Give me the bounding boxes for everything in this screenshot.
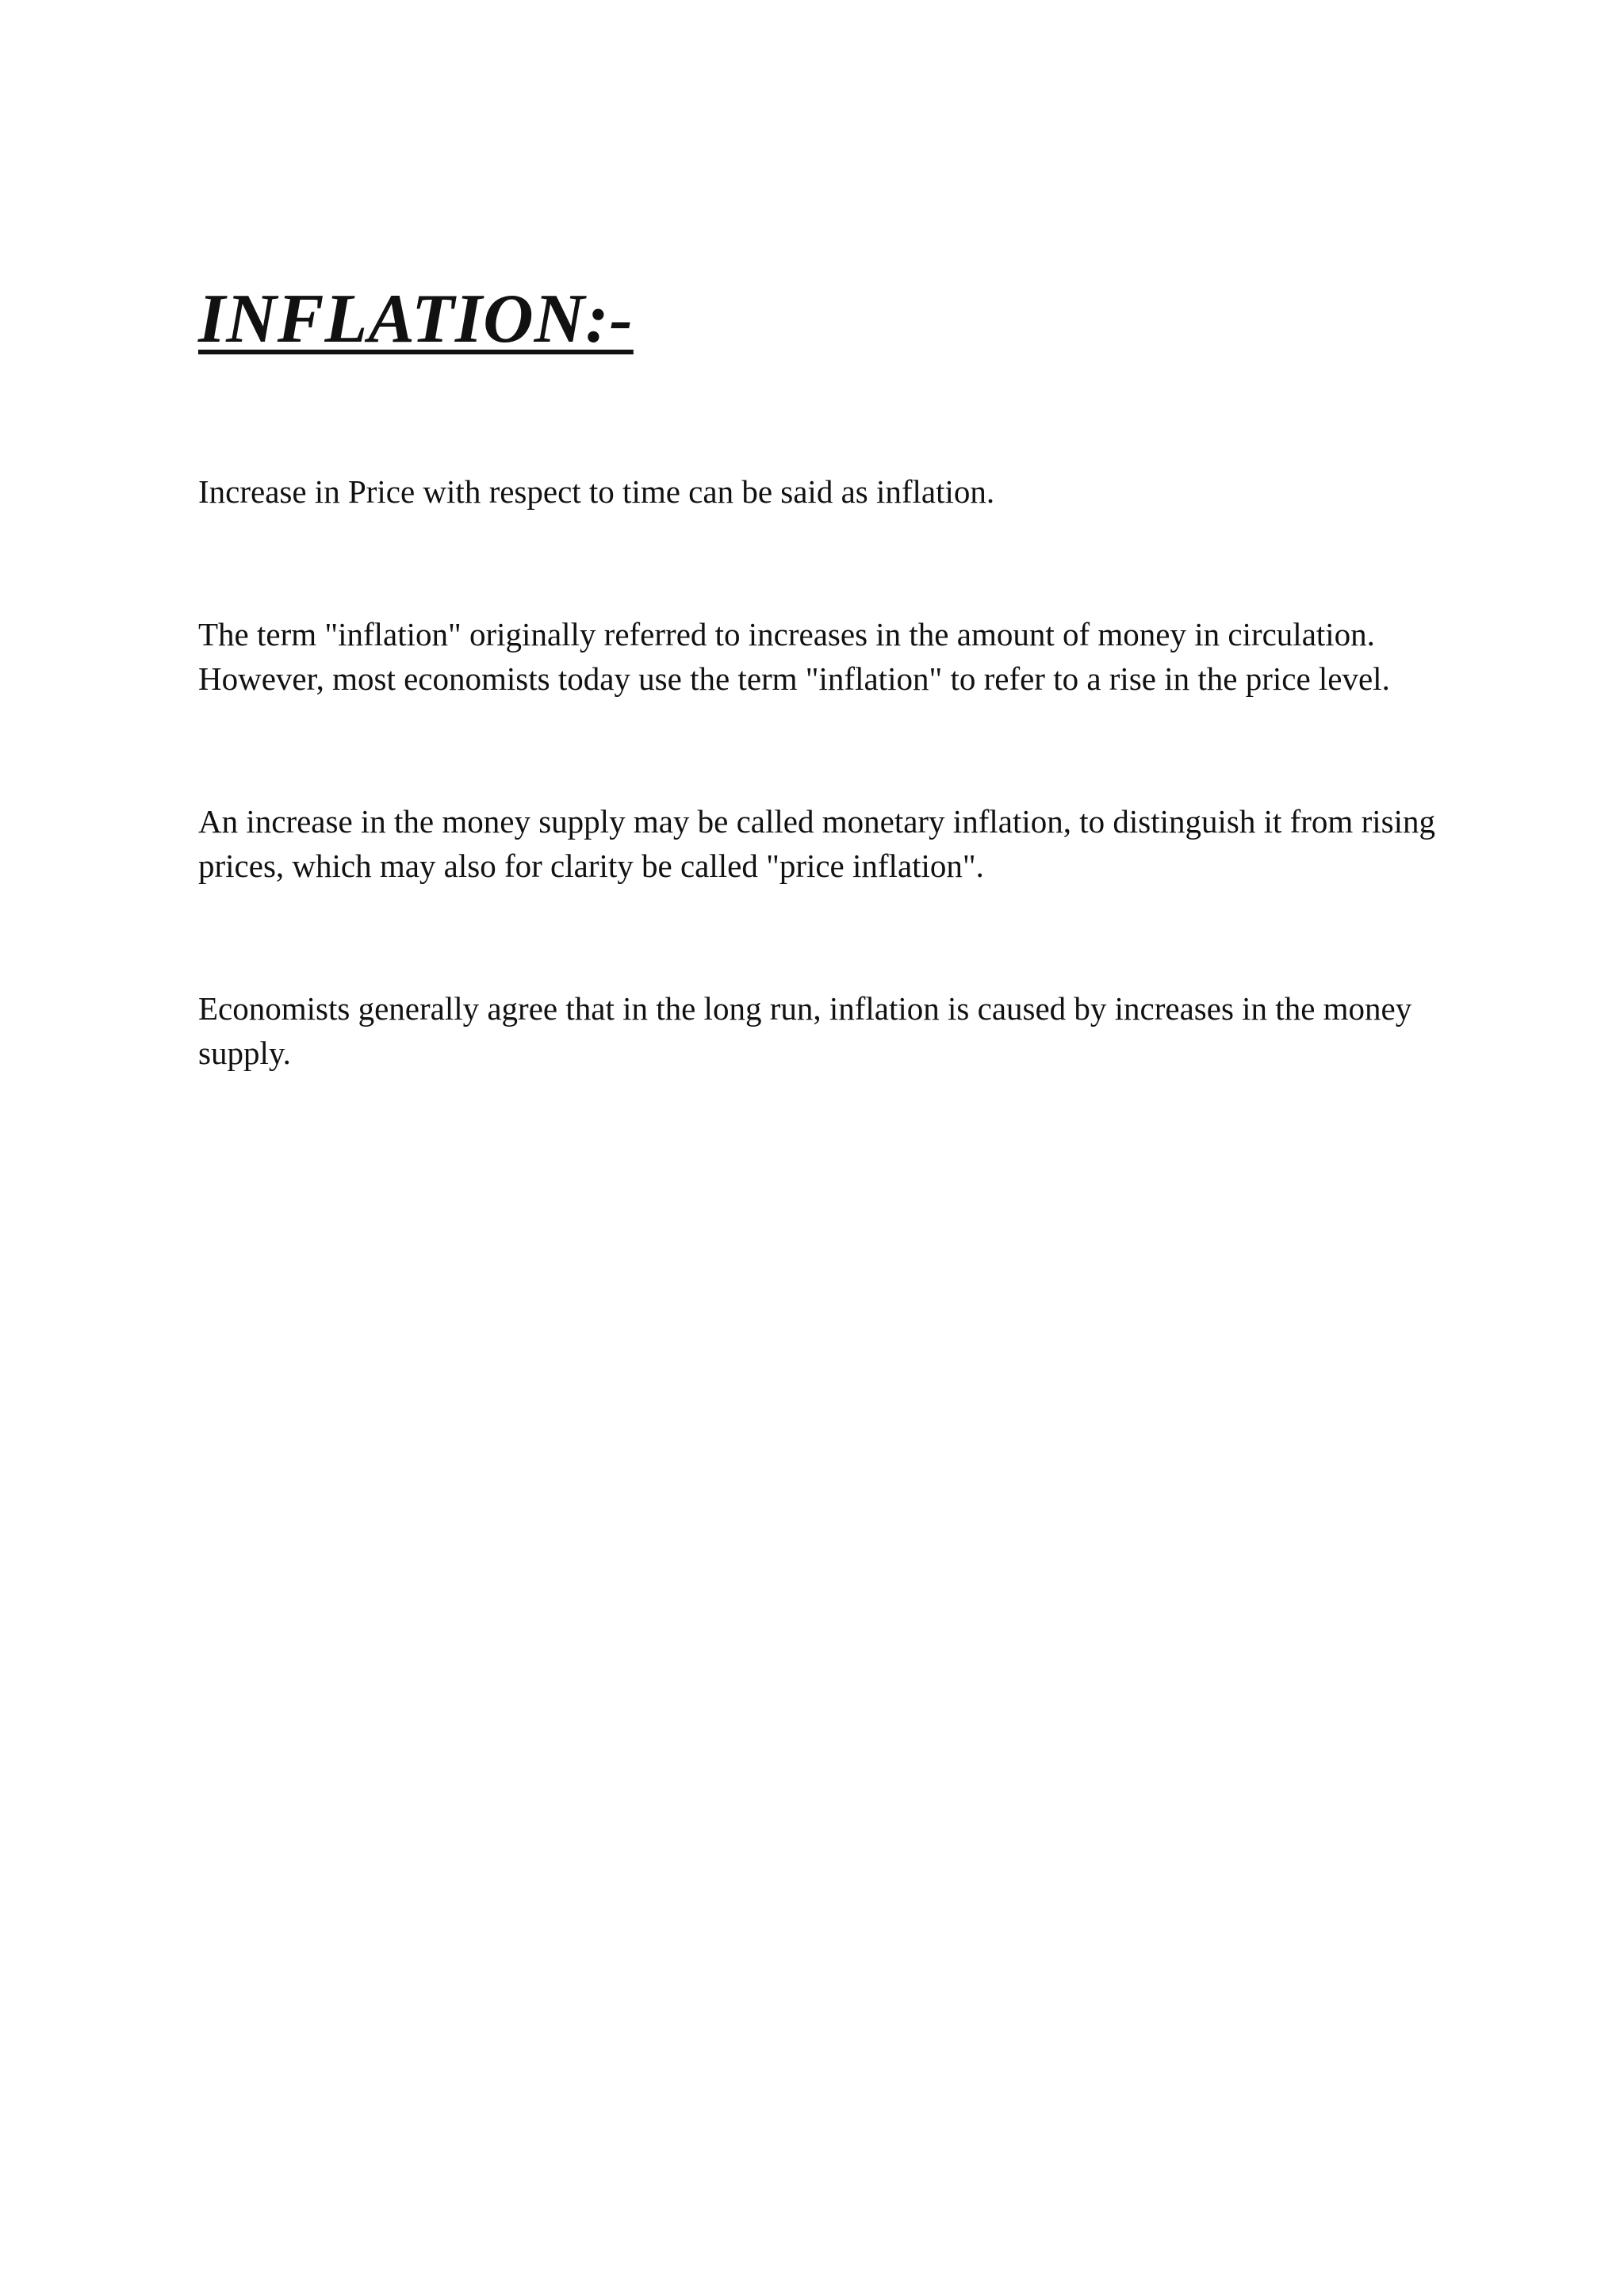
paragraph-inflation-definition: Increase in Price with respect to time can be said as inflation.	[198, 473, 995, 510]
paragraph-long-run-cause: Economists generally agree that in the long run, inflation is caused by increases in the money supply.	[198, 989, 1412, 1071]
paragraph-monetary-inflation: An increase in the money supply may be called monetary inflation, to distinguish it from rising prices, which may also for clarity be called "price inflation".	[198, 802, 1435, 884]
document-body	[198, 277, 1451, 1075]
paragraph-term-origin: The term "inflation" originally referred to increases in the amount of money in circulation. However, most economists today use the term "inflation" to refer to a rise in the price level.	[198, 615, 1390, 697]
page-title: INFLATION:-	[198, 281, 634, 358]
